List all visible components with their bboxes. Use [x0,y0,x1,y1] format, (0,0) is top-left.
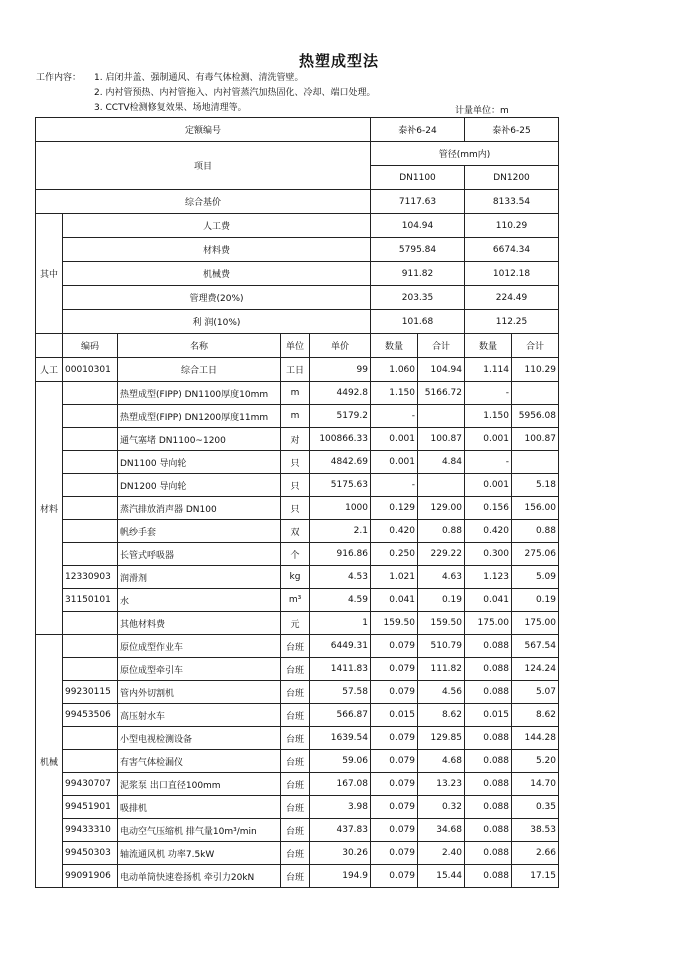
item-name: 原位成型牵引车 [118,658,281,681]
measure-unit: 计量单位：m [455,106,509,116]
breakdown-value-1: 101.68 [371,310,465,334]
item-unit-price: 5179.2 [310,405,371,428]
item-total-1: 159.50 [418,612,465,635]
item-unit-price: 1 [310,612,371,635]
item-unit: 工日 [281,358,310,382]
section-label: 机械 [36,635,63,888]
item-total-1: 34.68 [418,819,465,842]
item-qty-2: 1.114 [465,358,512,382]
item-qty-2: 0.088 [465,658,512,681]
item-unit: 只 [281,474,310,497]
item-code: 99230115 [63,681,118,704]
item-total-2: 175.00 [512,612,559,635]
item-label: 项目 [36,142,371,190]
table-row [36,589,559,612]
item-total-2: 144.28 [512,727,559,750]
item-qty-2: 0.300 [465,543,512,566]
item-name: 原位成型作业车 [118,635,281,658]
item-total-2: 5.18 [512,474,559,497]
item-qty-2: 0.088 [465,865,512,888]
item-qty-2: 0.088 [465,727,512,750]
table-row [36,612,559,635]
work-content-line-3: 3. CCTV检测修复效果、场地清理等。 [94,103,247,113]
item-qty-1: 0.079 [371,865,418,888]
item-code: 99430707 [63,773,118,796]
table-row [36,865,559,888]
column-header-row [36,334,559,358]
item-total-1: 2.40 [418,842,465,865]
item-qty-1: 0.015 [371,704,418,727]
item-unit: 对 [281,428,310,451]
item-unit-price: 194.9 [310,865,371,888]
item-qty-1: 0.420 [371,520,418,543]
item-unit-price: 1000 [310,497,371,520]
item-name: 长管式呼吸器 [118,543,281,566]
item-total-1: 5166.72 [418,382,465,405]
item-code: 31150101 [63,589,118,612]
item-qty-1: 0.079 [371,658,418,681]
item-name: DN1100 导向轮 [118,451,281,474]
item-unit-price: 1639.54 [310,727,371,750]
item-total-1: 4.84 [418,451,465,474]
item-unit: 双 [281,520,310,543]
item-qty-1: 0.079 [371,842,418,865]
item-name: 电动空气压缩机 排气量10m³/min [118,819,281,842]
work-content-label: 工作内容： [36,73,82,83]
item-unit: 台班 [281,681,310,704]
col-total-1: 合计 [418,334,465,358]
quota-code-row [36,118,559,142]
item-unit: 只 [281,451,310,474]
item-total-1: 8.62 [418,704,465,727]
item-unit: 台班 [281,750,310,773]
table-row [36,819,559,842]
table-row [36,566,559,589]
item-total-2 [512,451,559,474]
item-unit: 台班 [281,727,310,750]
item-total-2 [512,382,559,405]
item-code [63,520,118,543]
item-code [63,382,118,405]
breakdown-value-2: 224.49 [465,286,559,310]
item-code: 99451901 [63,796,118,819]
item-qty-1: 0.001 [371,451,418,474]
item-unit-price: 916.86 [310,543,371,566]
item-name: 帆纱手套 [118,520,281,543]
col-price: 单价 [310,334,371,358]
item-total-1: 0.32 [418,796,465,819]
item-qty-1: 0.129 [371,497,418,520]
item-unit-price: 167.08 [310,773,371,796]
item-total-1: 129.85 [418,727,465,750]
item-total-1 [418,405,465,428]
quota-code-label: 定额编号 [36,118,371,142]
item-qty-1: 0.079 [371,750,418,773]
item-unit-price: 2.1 [310,520,371,543]
item-unit-price: 5175.63 [310,474,371,497]
table-row [36,543,559,566]
item-total-1: 15.44 [418,865,465,888]
item-total-1: 13.23 [418,773,465,796]
item-unit: 台班 [281,635,310,658]
item-total-2: 5.07 [512,681,559,704]
item-qty-1: 0.041 [371,589,418,612]
breakdown-value-2: 110.29 [465,214,559,238]
item-unit-price: 30.26 [310,842,371,865]
work-content-line-1: 1. 启闭井盖、强制通风、有毒气体检测、清洗管壁。 [94,73,304,83]
page-title: 热塑成型法 [298,52,379,70]
item-qty-1: - [371,405,418,428]
item-unit-price: 99 [310,358,371,382]
item-unit-price: 57.58 [310,681,371,704]
table-row [36,681,559,704]
item-total-2: 2.66 [512,842,559,865]
item-qty-2: 0.420 [465,520,512,543]
diameter-label: 管径(mm内) [371,142,559,166]
item-qty-2: 1.150 [465,405,512,428]
quota-code-1: 泰补6-24 [371,118,465,142]
item-qty-1: 0.079 [371,727,418,750]
item-total-1: 111.82 [418,658,465,681]
item-qty-1: - [371,474,418,497]
item-unit-price: 4.53 [310,566,371,589]
breakdown-label: 人工费 [63,214,371,238]
item-total-1: 229.22 [418,543,465,566]
breakdown-value-2: 112.25 [465,310,559,334]
item-unit: 台班 [281,773,310,796]
col-qty-1: 数量 [371,334,418,358]
item-total-2: 38.53 [512,819,559,842]
item-qty-2: 0.001 [465,428,512,451]
breakdown-value-1: 104.94 [371,214,465,238]
item-name: 蒸汽排放消声器 DN100 [118,497,281,520]
item-qty-1: 1.150 [371,382,418,405]
item-total-1: 100.87 [418,428,465,451]
work-content-line-2: 2. 内衬管预热、内衬管拖入、内衬管蒸汽加热固化、冷却、端口处理。 [94,88,376,98]
item-unit: 台班 [281,819,310,842]
item-qty-1: 159.50 [371,612,418,635]
item-qty-2: 1.123 [465,566,512,589]
item-qty-1: 0.250 [371,543,418,566]
table-row [36,428,559,451]
diameter-2: DN1200 [465,166,559,190]
item-unit-price: 1411.83 [310,658,371,681]
item-unit-price: 4.59 [310,589,371,612]
item-qty-2: 0.088 [465,796,512,819]
item-total-1: 4.63 [418,566,465,589]
table-row [36,635,559,658]
item-unit-price: 437.83 [310,819,371,842]
item-code [63,451,118,474]
item-total-2: 567.54 [512,635,559,658]
item-total-2: 110.29 [512,358,559,382]
item-unit: 台班 [281,796,310,819]
table-row [36,750,559,773]
breakdown-value-2: 6674.34 [465,238,559,262]
item-name: 其他材料费 [118,612,281,635]
item-qty-2: 0.041 [465,589,512,612]
item-unit: kg [281,566,310,589]
item-name: DN1200 导向轮 [118,474,281,497]
item-name: 热塑成型(FIPP) DN1200厚度11mm [118,405,281,428]
item-qty-1: 0.079 [371,796,418,819]
item-unit: 台班 [281,658,310,681]
item-qty-1: 1.060 [371,358,418,382]
item-total-2: 0.19 [512,589,559,612]
item-qty-2: 0.088 [465,750,512,773]
item-qty-2: 0.015 [465,704,512,727]
col-code: 编码 [63,334,118,358]
item-total-2: 8.62 [512,704,559,727]
diameter-1: DN1100 [371,166,465,190]
item-total-1: 0.19 [418,589,465,612]
item-qty-2: 0.088 [465,635,512,658]
item-qty-2: 175.00 [465,612,512,635]
item-code [63,474,118,497]
item-qty-1: 0.001 [371,428,418,451]
item-unit: 只 [281,497,310,520]
item-name: 高压射水车 [118,704,281,727]
among-label: 其中 [36,214,63,334]
item-code [63,405,118,428]
item-total-2: 5956.08 [512,405,559,428]
item-unit-price: 4492.8 [310,382,371,405]
item-qty-2: - [465,451,512,474]
item-code [63,497,118,520]
item-code [63,635,118,658]
item-name: 轴流通风机 功率7.5kW [118,842,281,865]
table-row [36,520,559,543]
breakdown-value-1: 203.35 [371,286,465,310]
item-unit-price: 100866.33 [310,428,371,451]
item-code [63,658,118,681]
breakdown-value-2: 1012.18 [465,262,559,286]
base-price-1: 7117.63 [371,190,465,214]
item-total-1 [418,474,465,497]
item-total-1: 4.68 [418,750,465,773]
item-code [63,543,118,566]
breakdown-label: 管理费(20%) [63,286,371,310]
item-qty-1: 0.079 [371,819,418,842]
item-name: 有害气体检漏仪 [118,750,281,773]
item-code [63,612,118,635]
item-qty-1: 0.079 [371,681,418,704]
table-row [36,382,559,405]
item-total-2: 17.15 [512,865,559,888]
base-price-2: 8133.54 [465,190,559,214]
item-name: 润滑剂 [118,566,281,589]
col-name: 名称 [118,334,281,358]
item-unit-price: 59.06 [310,750,371,773]
item-qty-2: 0.156 [465,497,512,520]
item-unit-price: 4842.69 [310,451,371,474]
table-row [36,658,559,681]
item-name: 综合工日 [118,358,281,382]
item-total-2: 14.70 [512,773,559,796]
item-total-2: 124.24 [512,658,559,681]
table-row [36,796,559,819]
quota-code-2: 泰补6-25 [465,118,559,142]
item-name: 通气塞堵 DN1100~1200 [118,428,281,451]
table-row [36,842,559,865]
item-total-1: 104.94 [418,358,465,382]
item-code: 99433310 [63,819,118,842]
item-qty-1: 1.021 [371,566,418,589]
item-name: 电动单筒快速卷扬机 牵引力20kN [118,865,281,888]
item-total-1: 4.56 [418,681,465,704]
item-total-2: 275.06 [512,543,559,566]
table-row [36,773,559,796]
item-total-1: 510.79 [418,635,465,658]
item-name: 热塑成型(FIPP) DN1100厚度10mm [118,382,281,405]
col-qty-2: 数量 [465,334,512,358]
item-unit: m³ [281,589,310,612]
item-unit: m [281,382,310,405]
item-total-2: 156.00 [512,497,559,520]
item-name: 小型电视检测设备 [118,727,281,750]
table-row [36,405,559,428]
item-qty-1: 0.079 [371,773,418,796]
item-qty-1: 0.079 [371,635,418,658]
item-qty-2: 0.001 [465,474,512,497]
item-unit: 台班 [281,704,310,727]
item-total-2: 5.09 [512,566,559,589]
item-unit: m [281,405,310,428]
base-price-label: 综合基价 [36,190,371,214]
item-total-2: 0.35 [512,796,559,819]
item-qty-2: - [465,382,512,405]
section-label: 材料 [36,382,63,635]
quota-table [35,117,559,888]
breakdown-value-1: 911.82 [371,262,465,286]
item-name: 管内外切割机 [118,681,281,704]
item-code [63,750,118,773]
item-unit-price: 3.98 [310,796,371,819]
item-code: 99450303 [63,842,118,865]
breakdown-value-1: 5795.84 [371,238,465,262]
item-code [63,727,118,750]
item-unit-price: 6449.31 [310,635,371,658]
table-row [36,451,559,474]
item-name: 泥浆泵 出口直径100mm [118,773,281,796]
table-row [36,474,559,497]
item-total-1: 129.00 [418,497,465,520]
item-name: 吸排机 [118,796,281,819]
breakdown-label: 材料费 [63,238,371,262]
breakdown-label: 机械费 [63,262,371,286]
item-unit: 台班 [281,865,310,888]
item-unit: 台班 [281,842,310,865]
item-total-2: 100.87 [512,428,559,451]
item-total-2: 5.20 [512,750,559,773]
item-name: 水 [118,589,281,612]
item-code: 00010301 [63,358,118,382]
item-total-1: 0.88 [418,520,465,543]
col-unit: 单位 [281,334,310,358]
item-code: 99091906 [63,865,118,888]
item-code: 12330903 [63,566,118,589]
breakdown-label: 利 润(10%) [63,310,371,334]
item-unit: 个 [281,543,310,566]
item-qty-2: 0.088 [465,773,512,796]
item-code [63,428,118,451]
item-unit: 元 [281,612,310,635]
section-label: 人工 [36,358,63,382]
table-row [36,358,559,382]
item-qty-2: 0.088 [465,842,512,865]
col-empty [36,334,63,358]
item-qty-2: 0.088 [465,819,512,842]
table-row [36,727,559,750]
item-qty-2: 0.088 [465,681,512,704]
table-row [36,704,559,727]
item-unit-price: 566.87 [310,704,371,727]
col-total-2: 合计 [512,334,559,358]
item-code: 99453506 [63,704,118,727]
table-row [36,497,559,520]
item-total-2: 0.88 [512,520,559,543]
